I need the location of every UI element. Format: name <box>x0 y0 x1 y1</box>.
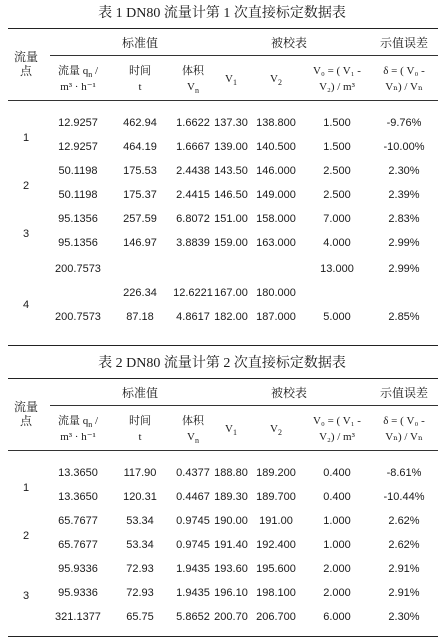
table-cell: 189.200 <box>256 467 296 479</box>
header-volume-symbol: $V_n$ <box>187 81 199 96</box>
table-cell: 117.90 <box>123 467 157 479</box>
table-cell: 190.00 <box>214 515 248 527</box>
header-error: 示值误差 <box>379 386 428 400</box>
header-delta: δ = ( V₀ - <box>383 415 425 427</box>
table-cell: 192.400 <box>256 539 296 551</box>
subscript: n <box>88 420 93 430</box>
header-v0: V₀ = ( V₁ - <box>313 65 361 77</box>
table-cell: 464.19 <box>123 141 157 153</box>
table-cell: 151.00 <box>214 213 248 225</box>
subscript: n <box>88 70 93 80</box>
table-cell: 65.7677 <box>58 515 98 527</box>
header-flow-unit: m³ · h⁻¹ <box>60 431 96 443</box>
table-cell: 1.500 <box>323 117 351 129</box>
table-cell: 2.91% <box>388 587 420 599</box>
table-cell: 198.100 <box>256 587 296 599</box>
table-cell: 149.000 <box>256 189 296 201</box>
table-cell: 2.62% <box>388 515 420 527</box>
table-cell: 12.9257 <box>58 141 98 153</box>
table-cell: 2.4415 <box>176 189 210 201</box>
table-cell: 175.37 <box>123 189 157 201</box>
header-time-symbol: t <box>138 431 142 443</box>
table-cell: 189.30 <box>214 491 248 503</box>
group-rule <box>50 55 438 56</box>
table-cell: 95.9336 <box>58 563 98 575</box>
table-cell: 12.9257 <box>58 117 98 129</box>
table-cell: 191.00 <box>259 515 293 527</box>
header-v0-unit: V₂) / m³ <box>319 81 355 93</box>
header-checked: 被校表 <box>270 386 307 400</box>
table-cell: -8.61% <box>386 467 422 479</box>
table-cell: 1.000 <box>323 539 351 551</box>
table-cell: 226.34 <box>123 287 157 299</box>
table-caption: 表 2 DN80 流量计第 2 次直接标定数据表 <box>98 356 346 371</box>
table-cell: 195.600 <box>256 563 296 575</box>
table-cell: 65.7677 <box>58 539 98 551</box>
table-cell: -10.00% <box>383 141 425 153</box>
table-cell: 200.70 <box>214 611 248 623</box>
table-cell: 53.34 <box>126 515 154 527</box>
table-cell: 6.000 <box>323 611 351 623</box>
flow-point-label: 3 <box>22 590 30 602</box>
header-point-line: 流量 <box>13 50 38 64</box>
table-cell: 1.9435 <box>176 587 210 599</box>
table-cell: 2.85% <box>388 311 420 323</box>
table-cell: -10.44% <box>383 491 425 503</box>
table-cell: 200.7573 <box>55 263 101 275</box>
flow-point-label: 2 <box>22 530 30 542</box>
flow-point-label: 3 <box>22 228 30 240</box>
table-cell: 140.500 <box>256 141 296 153</box>
table-cell: 0.4467 <box>176 491 210 503</box>
header-standard: 标准值 <box>121 386 158 400</box>
table-cell: 13.000 <box>320 263 354 275</box>
table-cell: 200.7573 <box>55 311 101 323</box>
table-cell: 3.8839 <box>176 237 210 249</box>
table-cell: 6.8072 <box>176 213 210 225</box>
table-cell: 87.18 <box>126 311 154 323</box>
table-cell: 146.000 <box>256 165 296 177</box>
header-time-symbol: t <box>138 81 142 93</box>
table-cell: 187.000 <box>256 311 296 323</box>
header-v1: $V_1$ <box>225 73 237 88</box>
table-cell: 13.3650 <box>58 467 98 479</box>
table-cell: 72.93 <box>126 587 154 599</box>
header-flow: 流量 $q_n$ / <box>57 65 99 80</box>
table-cell: 2.000 <box>323 563 351 575</box>
header-point-line: 点 <box>19 64 32 78</box>
table-cell: 462.94 <box>123 117 157 129</box>
table-caption: 表 1 DN80 流量计第 1 次直接标定数据表 <box>98 6 346 21</box>
table-cell: 120.31 <box>123 491 157 503</box>
table-cell: 2.000 <box>323 587 351 599</box>
header-volume-symbol: $V_n$ <box>187 431 199 446</box>
table-cell: 2.4438 <box>176 165 210 177</box>
table-cell: 2.39% <box>388 189 420 201</box>
table-cell: 182.00 <box>214 311 248 323</box>
group-rule <box>50 405 438 406</box>
flow-point-label: 4 <box>22 299 30 311</box>
header-flow: 流量 $q_n$ / <box>57 415 99 430</box>
header-v1: $V_1$ <box>225 423 237 438</box>
table-cell: 4.8617 <box>176 311 210 323</box>
header-error: 示值误差 <box>379 36 428 50</box>
header-v0-unit: V₂) / m³ <box>319 431 355 443</box>
table-cell: 191.40 <box>214 539 248 551</box>
table-cell: 2.83% <box>388 213 420 225</box>
top-rule <box>8 28 438 29</box>
table-cell: 1.6622 <box>176 117 210 129</box>
flow-point-label: 1 <box>22 132 30 144</box>
table-cell: 1.000 <box>323 515 351 527</box>
header-v2: $V_2$ <box>270 423 282 438</box>
table-cell: 193.60 <box>214 563 248 575</box>
table-cell: 5.8652 <box>176 611 210 623</box>
bottom-rule <box>8 345 438 346</box>
header-standard: 标准值 <box>121 36 158 50</box>
header-rule <box>8 100 438 101</box>
header-delta-div: Vₙ) / Vₙ <box>385 431 423 443</box>
header-checked: 被校表 <box>270 36 307 50</box>
table-cell: 95.1356 <box>58 237 98 249</box>
table-cell: 50.1198 <box>58 165 98 177</box>
table-cell: 0.400 <box>323 467 351 479</box>
table-cell: 0.4377 <box>176 467 210 479</box>
header-point-line: 流量 <box>13 400 38 414</box>
table-cell: 321.1377 <box>55 611 101 623</box>
table-cell: 1.6667 <box>176 141 210 153</box>
table-cell: 72.93 <box>126 563 154 575</box>
table-cell: 0.9745 <box>176 515 210 527</box>
subscript: 2 <box>277 78 282 88</box>
table-cell: 1.9435 <box>176 563 210 575</box>
header-delta-div: Vₙ) / Vₙ <box>385 81 423 93</box>
header-rule <box>8 450 438 451</box>
table-cell: 196.10 <box>214 587 248 599</box>
table-cell: 95.1356 <box>58 213 98 225</box>
table-cell: 167.00 <box>214 287 248 299</box>
table-cell: 206.700 <box>256 611 296 623</box>
table-cell: 2.30% <box>388 165 420 177</box>
subscript: 2 <box>277 428 282 438</box>
header-point <box>9 400 43 428</box>
table-cell: 2.30% <box>388 611 420 623</box>
subscript: 1 <box>232 428 237 438</box>
table-cell: 0.400 <box>323 491 351 503</box>
header-v0: V₀ = ( V₁ - <box>313 415 361 427</box>
table-cell: 0.9745 <box>176 539 210 551</box>
table-cell: 12.6221 <box>173 287 213 299</box>
table-cell: 188.80 <box>214 467 248 479</box>
table-cell: 53.34 <box>126 539 154 551</box>
table-cell: 2.500 <box>323 165 351 177</box>
table-cell: 50.1198 <box>58 189 98 201</box>
bottom-rule <box>8 636 438 637</box>
table-cell: 2.99% <box>388 237 420 249</box>
table-cell: 2.99% <box>388 263 420 275</box>
subscript: n <box>194 436 199 446</box>
flow-point-label: 2 <box>22 180 30 192</box>
table-cell: 163.000 <box>256 237 296 249</box>
table-cell: 13.3650 <box>58 491 98 503</box>
table-cell: 4.000 <box>323 237 351 249</box>
table-cell: 139.00 <box>214 141 248 153</box>
header-time: 时间 <box>129 65 151 77</box>
table-cell: 158.000 <box>256 213 296 225</box>
table-cell: 1.500 <box>323 141 351 153</box>
table-cell: 143.50 <box>214 165 248 177</box>
header-delta: δ = ( V₀ - <box>383 65 425 77</box>
table-cell: 189.700 <box>256 491 296 503</box>
table-cell: 146.50 <box>214 189 248 201</box>
table-cell: 2.62% <box>388 539 420 551</box>
table-cell: 65.75 <box>126 611 154 623</box>
table-cell: 7.000 <box>323 213 351 225</box>
subscript: 1 <box>232 78 237 88</box>
subscript: n <box>194 86 199 96</box>
table-cell: 180.000 <box>256 287 296 299</box>
table-cell: 95.9336 <box>58 587 98 599</box>
header-point-line: 点 <box>19 414 32 428</box>
flow-point-label: 1 <box>22 482 30 494</box>
header-time: 时间 <box>129 415 151 427</box>
table-cell: 2.500 <box>323 189 351 201</box>
header-v2: $V_2$ <box>270 73 282 88</box>
table-cell: 257.59 <box>123 213 157 225</box>
table-cell: 137.30 <box>214 117 248 129</box>
table-cell: 159.00 <box>214 237 248 249</box>
table-cell: 138.800 <box>256 117 296 129</box>
header-flow-unit: m³ · h⁻¹ <box>60 81 96 93</box>
header-volume: 体积 <box>182 65 204 77</box>
top-rule <box>8 378 438 379</box>
header-volume: 体积 <box>182 415 204 427</box>
table-cell: 175.53 <box>123 165 157 177</box>
table-cell: 2.91% <box>388 563 420 575</box>
table-cell: 5.000 <box>323 311 351 323</box>
header-point <box>9 50 43 78</box>
table-cell: 146.97 <box>123 237 157 249</box>
table-cell: -9.76% <box>386 117 422 129</box>
